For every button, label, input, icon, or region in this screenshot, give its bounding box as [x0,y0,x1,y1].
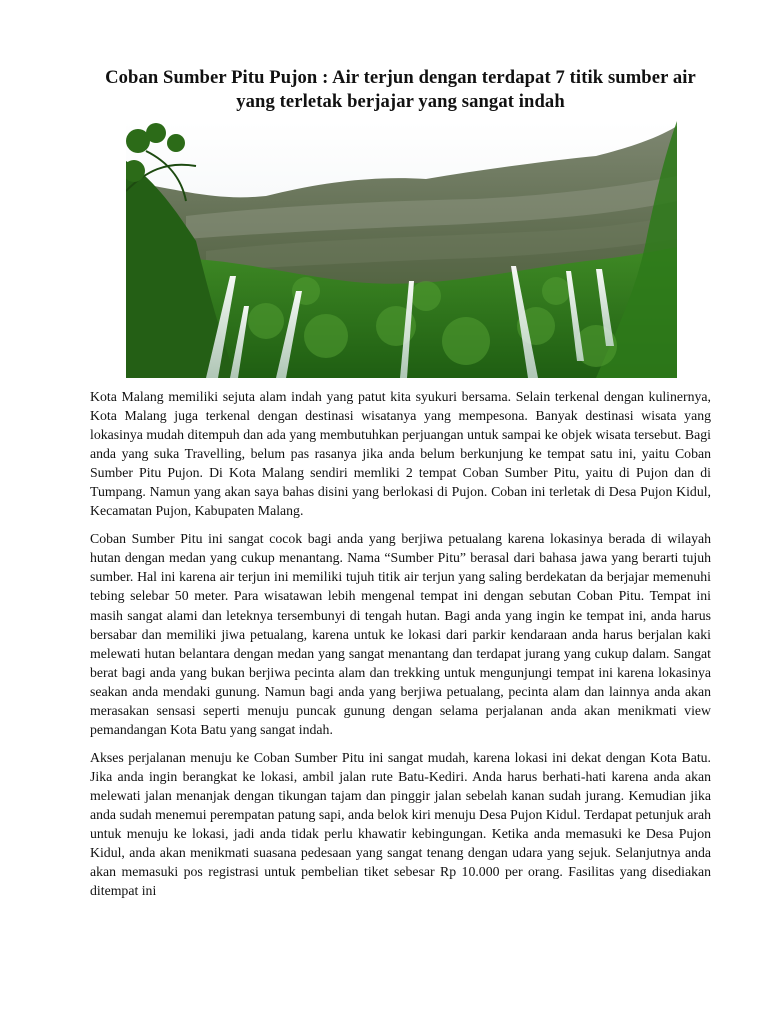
article-body [90,387,711,900]
waterfall-photo-illustration [126,121,677,378]
waterfall-photo [126,121,677,378]
paragraph-3: Akses perjalanan menuju ke Coban Sumber Pitu ini sangat mudah, karena lokasi ini dekat dengan Kota Batu. Jika anda ingin berangkat ke lokasi, ambil jalan rute Batu-Kediri. Anda harus berhati-hati karena anda akan melewati jalan menanjak dengan tikungan tajam dan pinggir jalan sebelah kanan sudah jurang. Kemudian jika anda sudah menemui perempatan patung sapi, anda belok kiri menuju Desa Pujon Kidul. Terdapat petunjuk arah untuk menuju ke lokasi, jadi anda tidak perlu khawatir kebingungan. Ketika anda memasuki ke Desa Pujon Kidul, anda akan menikmati suasana pedesaan yang sangat tenang dengan udara yang sejuk. Selanjutnya anda akan memasuki pos registrasi untuk pembelian tiket sebesar Rp 10.000 per orang. Fasilitas yang disediakan ditempat ini [90,749,711,899]
article-title: Coban Sumber Pitu Pujon : Air terjun dengan terdapat 7 titik sumber air yang terletak berjajar yang sangat indah [105,67,696,112]
paragraph-2: Coban Sumber Pitu ini sangat cocok bagi anda yang berjiwa petualang karena lokasinya berada di wilayah hutan dengan medan yang cukup menantang. Nama “Sumber Pitu” berasal dari bahasa jawa yang berarti tujuh sumber. Hal ini karena air terjun ini memiliki tujuh titik air terjun yang saling berdekatan da berjajar memenuhi tebing selebar 50 meter. Para wisatawan lebih mengenal tempat ini dengan sebutan Coban Pitu. Tempat ini masih sangat alami dan leteknya tersembunyi di tengah hutan. Bagi anda yang ingin ke tempat ini, anda harus bersabar dan memiliki jiwa petualang, karena untuk ke lokasi dari parkir kendaraan anda harus berjalan kaki melewati hutan belantara dengan medan yang sangat menantang dan terdapat jurang yang cukup dalam. Sangat berat bagi anda yang bukan berjiwa pecinta alam dan trekking untuk mengunjungi tempat ini karena lokasinya seakan anda mendaki gunung. Namun bagi anda yang berjiwa petualang, pecinta alam dan lainnya anda akan merasakan sensasi seperti menuju puncak gunung dengan selama perjalanan anda akan menikmati view pemandangan Kota Batu yang sangat indah. [90,531,711,737]
paragraph-1: Kota Malang memiliki sejuta alam indah yang patut kita syukuri bersama. Selain terkenal dengan kulinernya, Kota Malang juga terkenal dengan destinasi wisatanya yang mempesona. Banyak destinasi wisata yang lokasinya mudah ditempuh dan ada yang membutuhkan perjuangan untuk sampai ke objek wisata tersebut. Bagi anda yang suka Travelling, belum pas rasanya jika anda belum berkunjung ke tempat satu ini, yaitu Coban Sumber Pitu Pujon. Di Kota Malang sendiri memliki 2 tempat Coban Sumber Pitu, yaitu di Pujon dan di Tumpang. Namun yang akan saya bahas disini yang berlokasi di Pujon. Coban ini terletak di Desa Pujon Kidul, Kecamatan Pujon, Kabupaten Malang. [90,389,711,519]
